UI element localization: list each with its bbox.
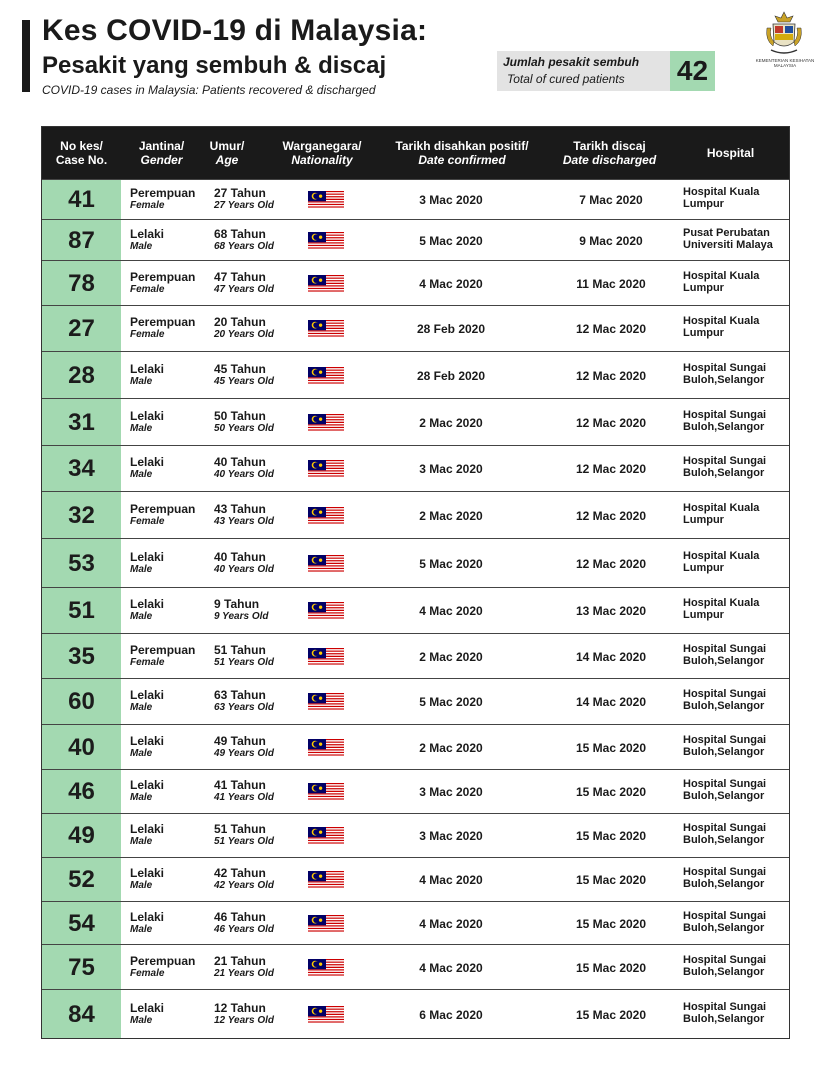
- page-subtitle: COVID-19 cases in Malaysia: Patients recovered & discharged: [42, 83, 376, 97]
- header-nationality-en: Nationality: [291, 153, 353, 167]
- gender-cell: [130, 954, 195, 979]
- table-row: [42, 538, 789, 588]
- case-number: 54: [68, 909, 95, 937]
- date-confirmed: 28 Feb 2020: [416, 369, 486, 383]
- total-label-en: Total of cured patients: [507, 72, 625, 86]
- gender-en: Male: [130, 376, 153, 387]
- hospital-name-line2: Lumpur: [683, 562, 724, 574]
- hospital-name-line1: Hospital Sungai: [683, 455, 767, 467]
- date-discharged: 11 Mac 2020: [576, 277, 646, 291]
- table-row: [42, 398, 789, 446]
- hospital-name-line1: Hospital Kuala: [683, 315, 760, 327]
- title-accent-bar: [22, 20, 30, 92]
- gender-cell: [130, 866, 164, 891]
- date-discharged: 9 Mac 2020: [579, 234, 643, 248]
- case-number: 46: [68, 778, 95, 805]
- table-row: [42, 491, 789, 539]
- case-number: 49: [68, 822, 95, 849]
- gender-cell: [130, 822, 164, 847]
- hospital-cell: [683, 409, 766, 433]
- age-ms: 50 Tahun: [214, 409, 266, 423]
- hospital-name-line2: Lumpur: [683, 327, 724, 339]
- hospital-name-line1: Hospital Kuala: [683, 186, 760, 198]
- age-ms: 27 Tahun: [214, 186, 266, 200]
- gender-cell: [130, 550, 164, 575]
- table-row: [42, 587, 789, 634]
- date-discharged: 12 Mac 2020: [575, 509, 647, 523]
- hospital-name-line1: Hospital Kuala: [683, 550, 760, 562]
- date-discharged: 15 Mac 2020: [575, 873, 647, 887]
- hospital-name-line2: Lumpur: [683, 609, 724, 621]
- malaysia-flag-icon: [308, 555, 344, 573]
- hospital-name-line1: Hospital Sungai: [683, 778, 767, 790]
- age-ms: 21 Tahun: [214, 954, 266, 968]
- hospital-name-line1: Hospital Sungai: [683, 734, 767, 746]
- date-discharged: 14 Mac 2020: [575, 695, 647, 709]
- hospital-name-line1: Hospital Sungai: [683, 954, 767, 966]
- hospital-name-line2: Buloh,Selangor: [683, 922, 765, 934]
- gender-en: Male: [130, 611, 153, 622]
- malaysia-flag-icon: [308, 320, 344, 338]
- hospital-name-line1: Hospital Kuala: [683, 502, 760, 514]
- case-number: 27: [68, 315, 95, 342]
- hospital-name-line2: Universiti Malaya: [683, 239, 773, 251]
- gender-ms: Perempuan: [130, 502, 196, 516]
- age-ms: 12 Tahun: [214, 1001, 266, 1015]
- gender-en: Male: [130, 469, 153, 480]
- hospital-name-line1: Hospital Sungai: [683, 866, 767, 878]
- age-en: 51 Years Old: [214, 836, 275, 847]
- age-ms: 9 Tahun: [214, 597, 260, 611]
- malaysia-flag-icon: [308, 191, 344, 209]
- age-cell: [214, 455, 274, 480]
- date-discharged: 12 Mac 2020: [575, 557, 647, 571]
- malaysia-flag-icon: [308, 1006, 344, 1024]
- age-ms: 68 Tahun: [214, 227, 266, 241]
- age-en: 40 Years Old: [214, 564, 275, 575]
- age-cell: [214, 315, 274, 340]
- header-gender: [121, 127, 202, 179]
- date-confirmed: 5 Mac 2020: [419, 234, 483, 248]
- age-ms: 20 Tahun: [214, 315, 266, 329]
- date-discharged: 15 Mac 2020: [575, 785, 647, 799]
- age-ms: 43 Tahun: [214, 502, 266, 516]
- age-en: 68 Years Old: [214, 241, 275, 252]
- age-cell: [214, 643, 274, 668]
- age-cell: [214, 409, 274, 434]
- date-discharged: 12 Mac 2020: [575, 416, 647, 430]
- gender-en: Female: [130, 657, 165, 668]
- gender-ms: Lelaki: [130, 1001, 165, 1015]
- hospital-name-line1: Hospital Sungai: [683, 409, 767, 421]
- age-cell: [214, 227, 274, 252]
- hospital-name-line1: Hospital Sungai: [683, 822, 767, 834]
- age-cell: [214, 954, 274, 979]
- table-header: [42, 127, 789, 179]
- date-discharged: 13 Mac 2020: [575, 604, 647, 618]
- age-en: 63 Years Old: [214, 702, 275, 713]
- gender-ms: Lelaki: [130, 409, 165, 423]
- age-en: 9 Years Old: [214, 611, 269, 622]
- hospital-cell: [683, 643, 766, 667]
- header-age: [202, 127, 252, 179]
- gender-cell: [130, 643, 195, 668]
- hospital-cell: [683, 734, 766, 758]
- hospital-name-line1: Hospital Sungai: [683, 688, 767, 700]
- age-en: 21 Years Old: [214, 968, 275, 979]
- gender-en: Male: [130, 1015, 153, 1026]
- table-row: [42, 678, 789, 725]
- hospital-cell: [683, 315, 759, 339]
- gender-cell: [130, 688, 164, 713]
- age-ms: 41 Tahun: [214, 778, 266, 792]
- age-en: 41 Years Old: [214, 792, 275, 803]
- age-ms: 45 Tahun: [214, 362, 266, 376]
- gender-cell: [130, 1001, 164, 1026]
- gender-ms: Lelaki: [130, 822, 165, 836]
- hospital-cell: [683, 688, 766, 712]
- gender-en: Male: [130, 564, 153, 575]
- age-cell: [214, 778, 274, 803]
- malaysia-coat-of-arms-icon: [759, 8, 809, 58]
- malaysia-flag-icon: [308, 275, 344, 293]
- hospital-name-line2: Buloh,Selangor: [683, 374, 765, 386]
- date-confirmed: 2 Mac 2020: [419, 509, 483, 523]
- case-number: 52: [68, 866, 95, 893]
- malaysia-flag-icon: [308, 414, 344, 432]
- gender-cell: [130, 270, 195, 295]
- date-discharged: 12 Mac 2020: [575, 369, 647, 383]
- hospital-cell: [683, 910, 766, 934]
- age-ms: 47 Tahun: [214, 270, 266, 284]
- date-discharged: 15 Mac 2020: [575, 741, 647, 755]
- gender-en: Female: [130, 329, 165, 340]
- case-number: 40: [68, 733, 95, 761]
- hospital-cell: [683, 954, 766, 978]
- gender-cell: [130, 362, 164, 387]
- age-ms: 51 Tahun: [214, 822, 266, 836]
- malaysia-flag-icon: [308, 693, 344, 711]
- age-en: 27 Years Old: [214, 200, 275, 211]
- hospital-name-line2: Buloh,Selangor: [683, 700, 765, 712]
- hospital-cell: [683, 270, 759, 294]
- header-discharged-en: Date discharged: [562, 153, 657, 167]
- total-label-ms: Jumlah pesakit sembuh: [503, 55, 640, 69]
- hospital-name-line2: Buloh,Selangor: [683, 834, 765, 846]
- hospital-cell: [683, 362, 766, 386]
- date-discharged: 7 Mac 2020: [579, 193, 643, 207]
- case-number: 78: [68, 269, 95, 297]
- table-row: [42, 724, 789, 770]
- gender-en: Male: [130, 748, 153, 759]
- hospital-name-line2: Lumpur: [683, 282, 724, 294]
- date-confirmed: 3 Mac 2020: [419, 193, 483, 207]
- age-cell: [214, 362, 274, 387]
- gender-en: Male: [130, 702, 153, 713]
- gender-en: Female: [130, 200, 165, 211]
- gender-cell: [130, 186, 195, 211]
- age-cell: [214, 502, 274, 527]
- gender-en: Male: [130, 423, 153, 434]
- hospital-cell: [683, 822, 766, 846]
- hospital-name-line2: Buloh,Selangor: [683, 655, 765, 667]
- date-confirmed: 4 Mac 2020: [419, 604, 483, 618]
- gender-cell: [130, 227, 164, 252]
- date-discharged: 14 Mac 2020: [575, 650, 647, 664]
- gender-ms: Lelaki: [130, 550, 165, 564]
- table-row: [42, 813, 789, 858]
- page-title: Kes COVID-19 di Malaysia:: [42, 14, 428, 47]
- case-number: 35: [68, 642, 95, 670]
- hospital-cell: [683, 455, 766, 479]
- malaysia-flag-icon: [308, 783, 344, 801]
- table-row: [42, 305, 789, 352]
- case-number: 53: [68, 549, 95, 577]
- age-en: 43 Years Old: [214, 516, 275, 527]
- gender-cell: [130, 597, 164, 622]
- malaysia-flag-icon: [308, 648, 344, 666]
- malaysia-flag-icon: [308, 871, 344, 889]
- gender-cell: [130, 910, 164, 935]
- header-age-ms: Umur/: [209, 139, 245, 153]
- hospital-cell: [683, 778, 766, 802]
- table-row: [42, 219, 789, 261]
- date-confirmed: 4 Mac 2020: [419, 277, 483, 291]
- header-nationality: [267, 127, 377, 179]
- hospital-name-line2: Buloh,Selangor: [683, 790, 765, 802]
- table-row: [42, 260, 789, 306]
- malaysia-flag-icon: [308, 915, 344, 933]
- date-discharged: 15 Mac 2020: [575, 829, 647, 843]
- age-ms: 63 Tahun: [214, 688, 266, 702]
- header-age-en: Age: [215, 153, 239, 167]
- table-row: [42, 633, 789, 679]
- gender-ms: Lelaki: [130, 778, 165, 792]
- gender-en: Female: [130, 968, 165, 979]
- age-ms: 40 Tahun: [214, 455, 266, 469]
- date-discharged: 15 Mac 2020: [575, 961, 647, 975]
- age-en: 40 Years Old: [214, 469, 275, 480]
- header-discharged-ms: Tarikh discaj: [573, 139, 646, 153]
- malaysia-flag-icon: [308, 827, 344, 845]
- age-en: 47 Years Old: [214, 284, 275, 295]
- gender-en: Male: [130, 792, 153, 803]
- gender-en: Male: [130, 924, 153, 935]
- date-confirmed: 3 Mac 2020: [419, 785, 483, 799]
- gender-en: Female: [130, 516, 165, 527]
- header-case-ms: No kes/: [60, 139, 103, 153]
- discharged-patients-table: [41, 126, 790, 1039]
- table-row: [42, 351, 789, 399]
- date-confirmed: 6 Mac 2020: [419, 1008, 483, 1022]
- date-confirmed: 2 Mac 2020: [419, 650, 483, 664]
- hospital-name-line1: Hospital Kuala: [683, 270, 760, 282]
- table-row: [42, 944, 789, 990]
- case-number: 60: [68, 688, 95, 715]
- date-discharged: 12 Mac 2020: [575, 462, 647, 476]
- age-cell: [214, 186, 274, 211]
- hospital-name-line1: Hospital Sungai: [683, 1001, 767, 1013]
- date-discharged: 15 Mac 2020: [575, 1008, 647, 1022]
- date-confirmed: 3 Mac 2020: [419, 462, 483, 476]
- date-confirmed: 2 Mac 2020: [419, 741, 483, 755]
- header-gender-ms: Jantina/: [138, 139, 185, 153]
- date-discharged: 12 Mac 2020: [575, 322, 647, 336]
- hospital-name-line1: Hospital Sungai: [683, 362, 767, 374]
- header-nationality-ms: Warganegara/: [282, 139, 362, 153]
- malaysia-flag-icon: [308, 367, 344, 385]
- gender-cell: [130, 778, 164, 803]
- header-case-en: Case No.: [55, 153, 108, 167]
- age-en: 12 Years Old: [214, 1015, 275, 1026]
- header-case-no: [42, 127, 121, 179]
- case-number: 51: [68, 597, 95, 624]
- malaysia-flag-icon: [308, 602, 344, 620]
- age-ms: 46 Tahun: [214, 910, 266, 924]
- case-number: 31: [68, 408, 95, 436]
- gender-ms: Perempuan: [130, 954, 196, 968]
- gender-ms: Lelaki: [130, 597, 165, 611]
- date-confirmed: 2 Mac 2020: [419, 416, 483, 430]
- table-row: [42, 179, 789, 220]
- malaysia-flag-icon: [308, 739, 344, 757]
- gender-ms: Lelaki: [130, 227, 165, 241]
- hospital-cell: [683, 186, 759, 210]
- hospital-cell: [683, 502, 759, 526]
- age-cell: [214, 822, 274, 847]
- hospital-name-line2: Lumpur: [683, 514, 724, 526]
- hospital-name-line2: Buloh,Selangor: [683, 421, 765, 433]
- table-row: [42, 989, 789, 1039]
- table-row: [42, 857, 789, 902]
- page-title-line2: Pesakit yang sembuh & discaj: [42, 52, 387, 79]
- hospital-name-line1: Hospital Sungai: [683, 910, 767, 922]
- gender-en: Male: [130, 241, 153, 252]
- hospital-name-line2: Lumpur: [683, 198, 724, 210]
- age-en: 20 Years Old: [214, 329, 275, 340]
- age-en: 46 Years Old: [214, 924, 275, 935]
- date-confirmed: 5 Mac 2020: [419, 557, 483, 571]
- case-number: 28: [68, 361, 95, 389]
- gender-ms: Lelaki: [130, 734, 165, 748]
- malaysia-flag-icon: [308, 460, 344, 478]
- age-cell: [214, 550, 274, 575]
- age-cell: [214, 270, 274, 295]
- table-row: [42, 445, 789, 492]
- gender-ms: Perempuan: [130, 270, 196, 284]
- case-number: 34: [68, 455, 95, 482]
- date-discharged: 15 Mac 2020: [575, 917, 647, 931]
- hospital-name-line1: Hospital Sungai: [683, 643, 767, 655]
- hospital-cell: [683, 866, 766, 890]
- hospital-cell: [683, 550, 759, 574]
- hospital-name-line2: Buloh,Selangor: [683, 467, 765, 479]
- header-date-discharged: [547, 127, 672, 179]
- date-confirmed: 4 Mac 2020: [419, 873, 483, 887]
- gender-ms: Perempuan: [130, 186, 196, 200]
- date-confirmed: 3 Mac 2020: [419, 829, 483, 843]
- gender-cell: [130, 502, 195, 527]
- hospital-name-line2: Buloh,Selangor: [683, 1013, 765, 1025]
- case-number: 75: [68, 953, 95, 981]
- header-date-confirmed: [382, 127, 542, 179]
- age-cell: [214, 688, 274, 713]
- date-confirmed: 4 Mac 2020: [419, 917, 483, 931]
- case-number: 84: [68, 1000, 95, 1028]
- gender-ms: Lelaki: [130, 362, 165, 376]
- table-row: [42, 901, 789, 945]
- gender-cell: [130, 734, 164, 759]
- hospital-name-line1: Hospital Kuala: [683, 597, 760, 609]
- hospital-name-line1: Pusat Perubatan: [683, 227, 770, 239]
- date-confirmed: 5 Mac 2020: [419, 695, 483, 709]
- gender-en: Female: [130, 284, 165, 295]
- age-en: 49 Years Old: [214, 748, 275, 759]
- gender-en: Male: [130, 836, 153, 847]
- age-cell: [214, 734, 274, 759]
- total-count-badge: 42: [670, 51, 715, 91]
- age-cell: [214, 866, 274, 891]
- hospital-cell: [683, 1001, 766, 1025]
- age-ms: 49 Tahun: [214, 734, 266, 748]
- ministry-name: KEMENTERIAN KESIHATAN MALAYSIA: [755, 58, 815, 68]
- header-hospital-label: Hospital: [706, 146, 755, 160]
- gender-ms: Lelaki: [130, 910, 165, 924]
- age-en: 50 Years Old: [214, 423, 275, 434]
- age-cell: [214, 1001, 274, 1026]
- date-confirmed: 28 Feb 2020: [416, 322, 486, 336]
- age-en: 45 Years Old: [214, 376, 275, 387]
- date-confirmed: 4 Mac 2020: [419, 961, 483, 975]
- hospital-name-line2: Buloh,Selangor: [683, 746, 765, 758]
- hospital-name-line2: Buloh,Selangor: [683, 878, 765, 890]
- age-ms: 42 Tahun: [214, 866, 266, 880]
- age-en: 42 Years Old: [214, 880, 275, 891]
- gender-ms: Lelaki: [130, 455, 165, 469]
- age-ms: 51 Tahun: [214, 643, 266, 657]
- gender-ms: Perempuan: [130, 315, 196, 329]
- age-en: 51 Years Old: [214, 657, 275, 668]
- gender-cell: [130, 315, 195, 340]
- gender-cell: [130, 409, 164, 434]
- table-row: [42, 769, 789, 814]
- hospital-cell: [683, 597, 759, 621]
- age-ms: 40 Tahun: [214, 550, 266, 564]
- case-number: 41: [68, 186, 95, 213]
- header-confirmed-ms: Tarikh disahkan positif/: [395, 139, 529, 153]
- hospital-cell: [683, 227, 773, 251]
- age-cell: [214, 910, 274, 935]
- malaysia-flag-icon: [308, 959, 344, 977]
- age-cell: [214, 597, 268, 622]
- gender-ms: Lelaki: [130, 866, 165, 880]
- malaysia-flag-icon: [308, 232, 344, 250]
- header-gender-en: Gender: [140, 153, 183, 167]
- header-hospital: [672, 127, 789, 179]
- gender-ms: Lelaki: [130, 688, 165, 702]
- gender-cell: [130, 455, 164, 480]
- case-number: 87: [68, 226, 95, 254]
- gender-ms: Perempuan: [130, 643, 196, 657]
- header-confirmed-en: Date confirmed: [418, 153, 506, 167]
- hospital-name-line2: Buloh,Selangor: [683, 966, 765, 978]
- gender-en: Male: [130, 880, 153, 891]
- case-number: 32: [68, 501, 95, 529]
- malaysia-flag-icon: [308, 507, 344, 525]
